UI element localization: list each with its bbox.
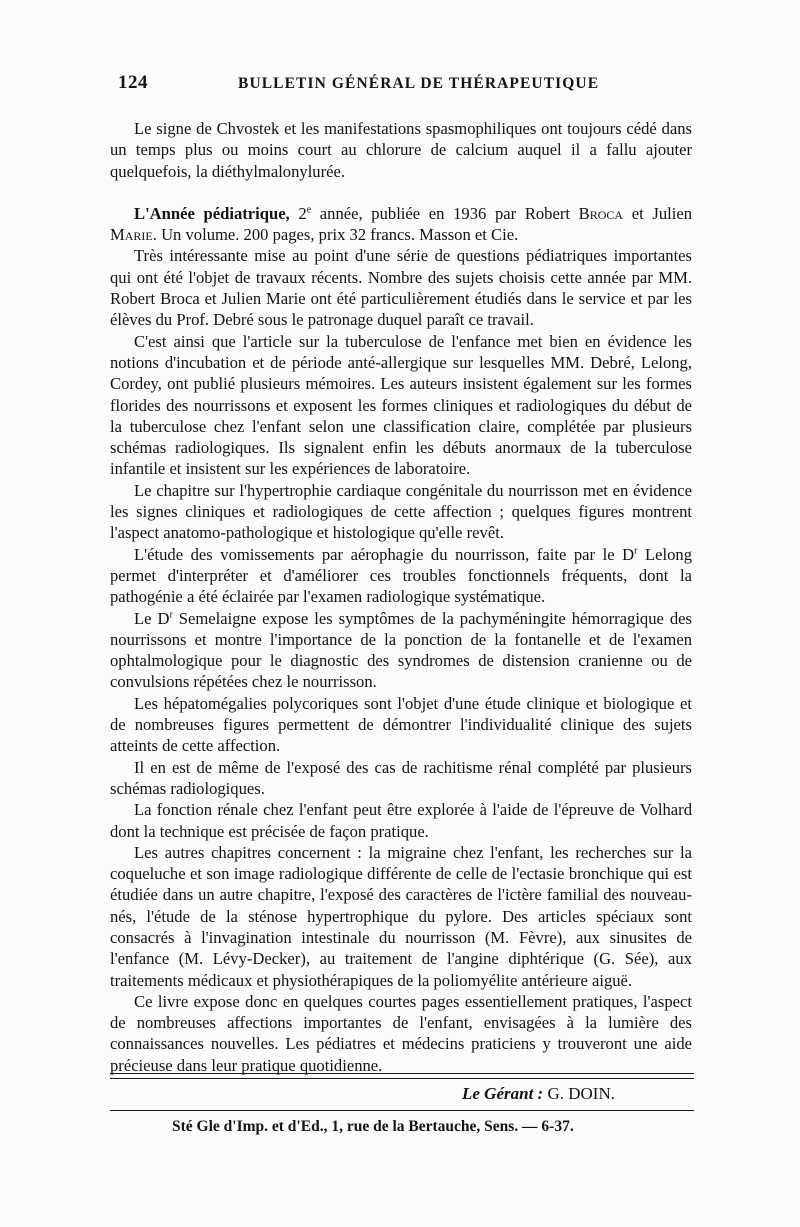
footer-divider [110, 1110, 694, 1111]
edition-superscript: e [306, 204, 312, 216]
gerant-line [462, 1084, 615, 1104]
author1-surname: Broca [578, 203, 624, 223]
author2-surname: Marie [110, 225, 153, 245]
doctor-superscript: r [634, 545, 638, 557]
review-paragraph-lelong [110, 544, 692, 608]
book-title: L'Année pédiatrique, [134, 203, 290, 223]
book-citation [110, 203, 692, 246]
citation-details-1: année, publiée en 1936 par Robert [311, 203, 579, 223]
review-paragraph: C'est ainsi que l'article sur la tuberculose de l'enfance met bien en évidence les notions d'incubation et de période anté-allergique sur lesquelles MM. Debré, Lelong, Cordey, ont publié plusieurs mémoires. Les auteurs insistent également sur les formes florides des nourrissons et exposent les formes cliniques et radiologiques du début de la tuberculose chez l'enfant selon une classification claire, complétée par plusieurs schémas radiologiques. Ils signalent enfin les débuts anormaux de la tuberculose infantile et insistent sur les expériences de laboratoire. [110, 331, 692, 479]
double-divider [110, 1073, 694, 1079]
section-gap [110, 182, 692, 203]
review-paragraph: La fonction rénale chez l'enfant peut être explorée à l'aide de l'épreuve de Volhard dont la technique est précisée de façon pratique. [110, 800, 692, 841]
review-paragraph: Ce livre expose donc en quelques courtes pages essentiellement pratiques, l'aspect de nombreuses affections importantes de l'enfant, envisagées à la lumière des connaissances nouvelles. Les pédiatres et médecins praticiens y trouveront une aide précieuse dans leur pratique quotidienne. [110, 991, 692, 1075]
paragraph-text: Le D [134, 608, 170, 628]
review-paragraph-semelaigne [110, 608, 692, 693]
page-number: 124 [118, 72, 148, 93]
article-body [110, 118, 692, 1076]
review-paragraph: Très intéressante mise au point d'une série de questions pédiatriques importantes qui ont été l'objet de travaux récents. Nombre des sujets choisis cette année par MM. Robert Broca et Julien Marie ont été particulièrement étudiés dans le service et par les élèves du Prof. Debré sous le patronage duquel paraît ce travail. [110, 246, 692, 330]
edition-number: 2 [298, 203, 307, 223]
printer-imprint: Sté Gle d'Imp. et d'Ed., 1, rue de la Bertauche, Sens. — 6-37. [172, 1118, 574, 1135]
paragraph-text: Lelong permet d'interpréter et d'améliorer ces troubles fonctionnels fréquents, dont la pathogénie a été éclairée par l'examen radiologique systématique. [110, 544, 693, 607]
gerant-label: Le Gérant : [462, 1084, 544, 1103]
paragraph-text: Semelaigne expose les symptômes de la pachyméningite hémorragique des nourrissons et montre l'importance de la ponction de la fontanelle et de l'examen ophtalmologique pour le diagnostic des syndromes de distension cranienne ou de convulsions répétées chez le nourrisson. [110, 608, 692, 692]
paragraph-text: L'étude des vomissements par aérophagie du nourrisson, faite par le D [134, 544, 635, 564]
citation-details-2: et Julien [623, 203, 692, 223]
citation-details-3: . Un volume. 200 pages, prix 32 francs. Masson et Cie. [152, 225, 519, 245]
review-paragraph: Il en est de même de l'exposé des cas de rachitisme rénal complété par plusieurs schémas radiologiques. [110, 757, 692, 798]
running-header [118, 72, 686, 102]
review-paragraph: Le chapitre sur l'hypertrophie cardiaque congénitale du nourrisson met en évidence les signes cliniques et radiologiques de cette affection ; quelques figures montrent l'aspect anatomo-pathologique et histologique qu'elle revêt. [110, 480, 692, 543]
intro-paragraph: Le signe de Chvostek et les manifestations spasmophiliques ont toujours cédé dans un temps plus ou moins court au chlorure de calcium auquel il a fallu ajouter quelquefois, la diéthylmalonylurée. [110, 119, 692, 181]
review-paragraph: Les autres chapitres concernent : la migraine chez l'enfant, les recherches sur la coqueluche et son image radiologique différente de celle de l'ectasie bronchique qui est étudiée dans un autre chapitre, l'exposé des caractères de l'ictère familial des nouveau-nés, l'étude de la sténose hypertrophique du pylore. Des articles spéciaux sont consacrés à l'invagination intestinale du nourrisson (M. Fèvre), aux sinusites de l'enfance (M. Lévy-Decker), au traitement de l'angine diphtérique (G. Sée), aux traitements médicaux et physiothérapiques de la poliomyélite antérieure aiguë. [110, 842, 692, 990]
review-paragraph: Les hépatomégalies polycoriques sont l'objet d'une étude clinique et biologique et de nombreuses figures permettent de démontrer l'individualité clinique des sujets atteints de cette affection. [110, 693, 692, 756]
gerant-name: G. DOIN. [543, 1084, 615, 1103]
doctor-superscript: r [169, 609, 173, 620]
journal-title: BULLETIN GÉNÉRAL DE THÉRAPEUTIQUE [238, 75, 600, 92]
